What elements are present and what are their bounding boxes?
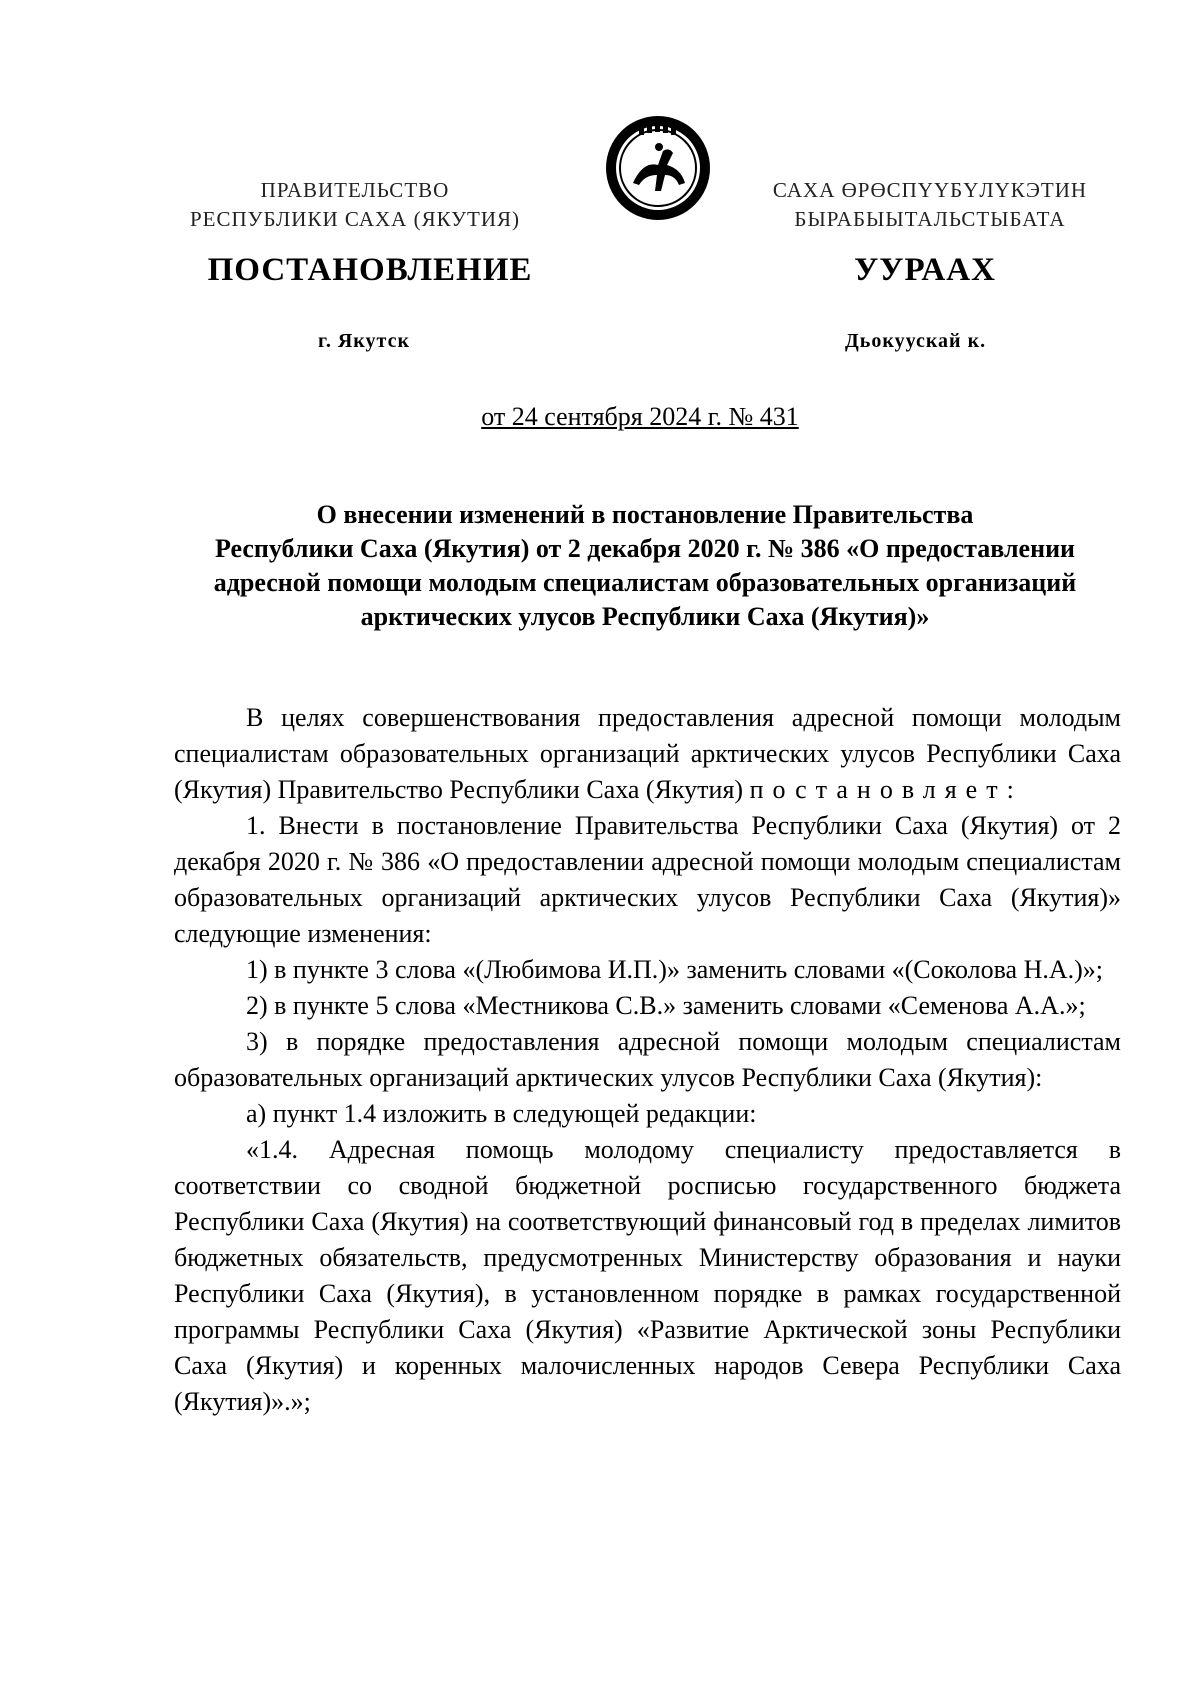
header-left bbox=[165, 176, 545, 234]
document-title-line2: Республики Саха (Якутия) от 2 декабря 2020 г. № 386 «О предоставлении bbox=[214, 534, 1076, 563]
title-uuraah: УУРААХ bbox=[854, 252, 996, 288]
preamble-text: В целях совершенствования предоставления адресной помощи молодым специалистам образовательных организаций арктических улусов Республики Саха (Якутия) Правительство Республики Саха (Якутия) bbox=[174, 703, 1121, 804]
paragraph-preamble bbox=[174, 700, 1121, 808]
title-postanovlenie: ПОСТАНОВЛЕНИЕ bbox=[207, 252, 533, 288]
header-right-line2: БЫРАБЫЫТАЛЬСТЫБАТА bbox=[794, 207, 1066, 231]
document-body bbox=[174, 700, 1121, 1420]
republic-emblem-icon bbox=[603, 113, 713, 223]
header-left-line2: РЕСПУБЛИКИ САХА (ЯКУТИЯ) bbox=[189, 207, 521, 231]
document-title bbox=[170, 498, 1120, 634]
paragraph-subitem-2: 2) в пункте 5 слова «Местникова С.В.» заменить словами «Семенова А.А.»; bbox=[246, 991, 1086, 1020]
header-right bbox=[740, 176, 1120, 234]
preamble-resolves: постановляет: bbox=[749, 775, 1023, 804]
city-left: г. Якутск bbox=[318, 330, 410, 352]
header-left-line1: ПРАВИТЕЛЬСТВО bbox=[260, 178, 450, 202]
document-title-line3: адресной помощи молодым специалистам образовательных организаций bbox=[213, 568, 1077, 597]
city-right: Дьокуускай к. bbox=[845, 330, 987, 352]
paragraph-clause-1-4: «1.4. Адресная помощь молодому специалисту предоставляется в соответствии со сводной бюджетной росписью государственного бюджета Республики Саха (Якутия) на соответствующий финансовый год в пределах лимитов бюджетных обязательств, предусмотренных Министерству образования и науки Республики Саха (Якутия), в установленном порядке в рамках государственной программы Республики Саха (Якутия) «Развитие Арктической зоны Республики Саха (Якутия) и коренных малочисленных народов Севера Республики Саха (Якутия)».»; bbox=[174, 1135, 1121, 1416]
document-title-line4: арктических улусов Республики Саха (Якутия)» bbox=[360, 602, 930, 631]
paragraph-subitem-1: 1) в пункте 3 слова «(Любимова И.П.)» заменить словами «(Соколова Н.А.)»; bbox=[246, 955, 1103, 984]
document-date-number: от 24 сентября 2024 г. № 431 bbox=[481, 402, 799, 431]
header-right-line1: САХА ӨРӨСПҮҮБҮЛҮКЭТИН bbox=[772, 178, 1088, 202]
paragraph-subitem-a: а) пункт 1.4 изложить в следующей редакции: bbox=[246, 1099, 757, 1128]
paragraph-subitem-3: 3) в порядке предоставления адресной помощи молодым специалистам образовательных организаций арктических улусов Республики Саха (Якутия): bbox=[174, 1027, 1121, 1092]
document-title-line1: О внесении изменений в постановление Правительства bbox=[316, 500, 974, 529]
paragraph-item-1: 1. Внести в постановление Правительства Республики Саха (Якутия) от 2 декабря 2020 г. № 386 «О предоставлении адресной помощи молодым специалистам образовательных организаций арктических улусов Республики Саха (Якутия)» следующие изменения: bbox=[174, 811, 1121, 948]
